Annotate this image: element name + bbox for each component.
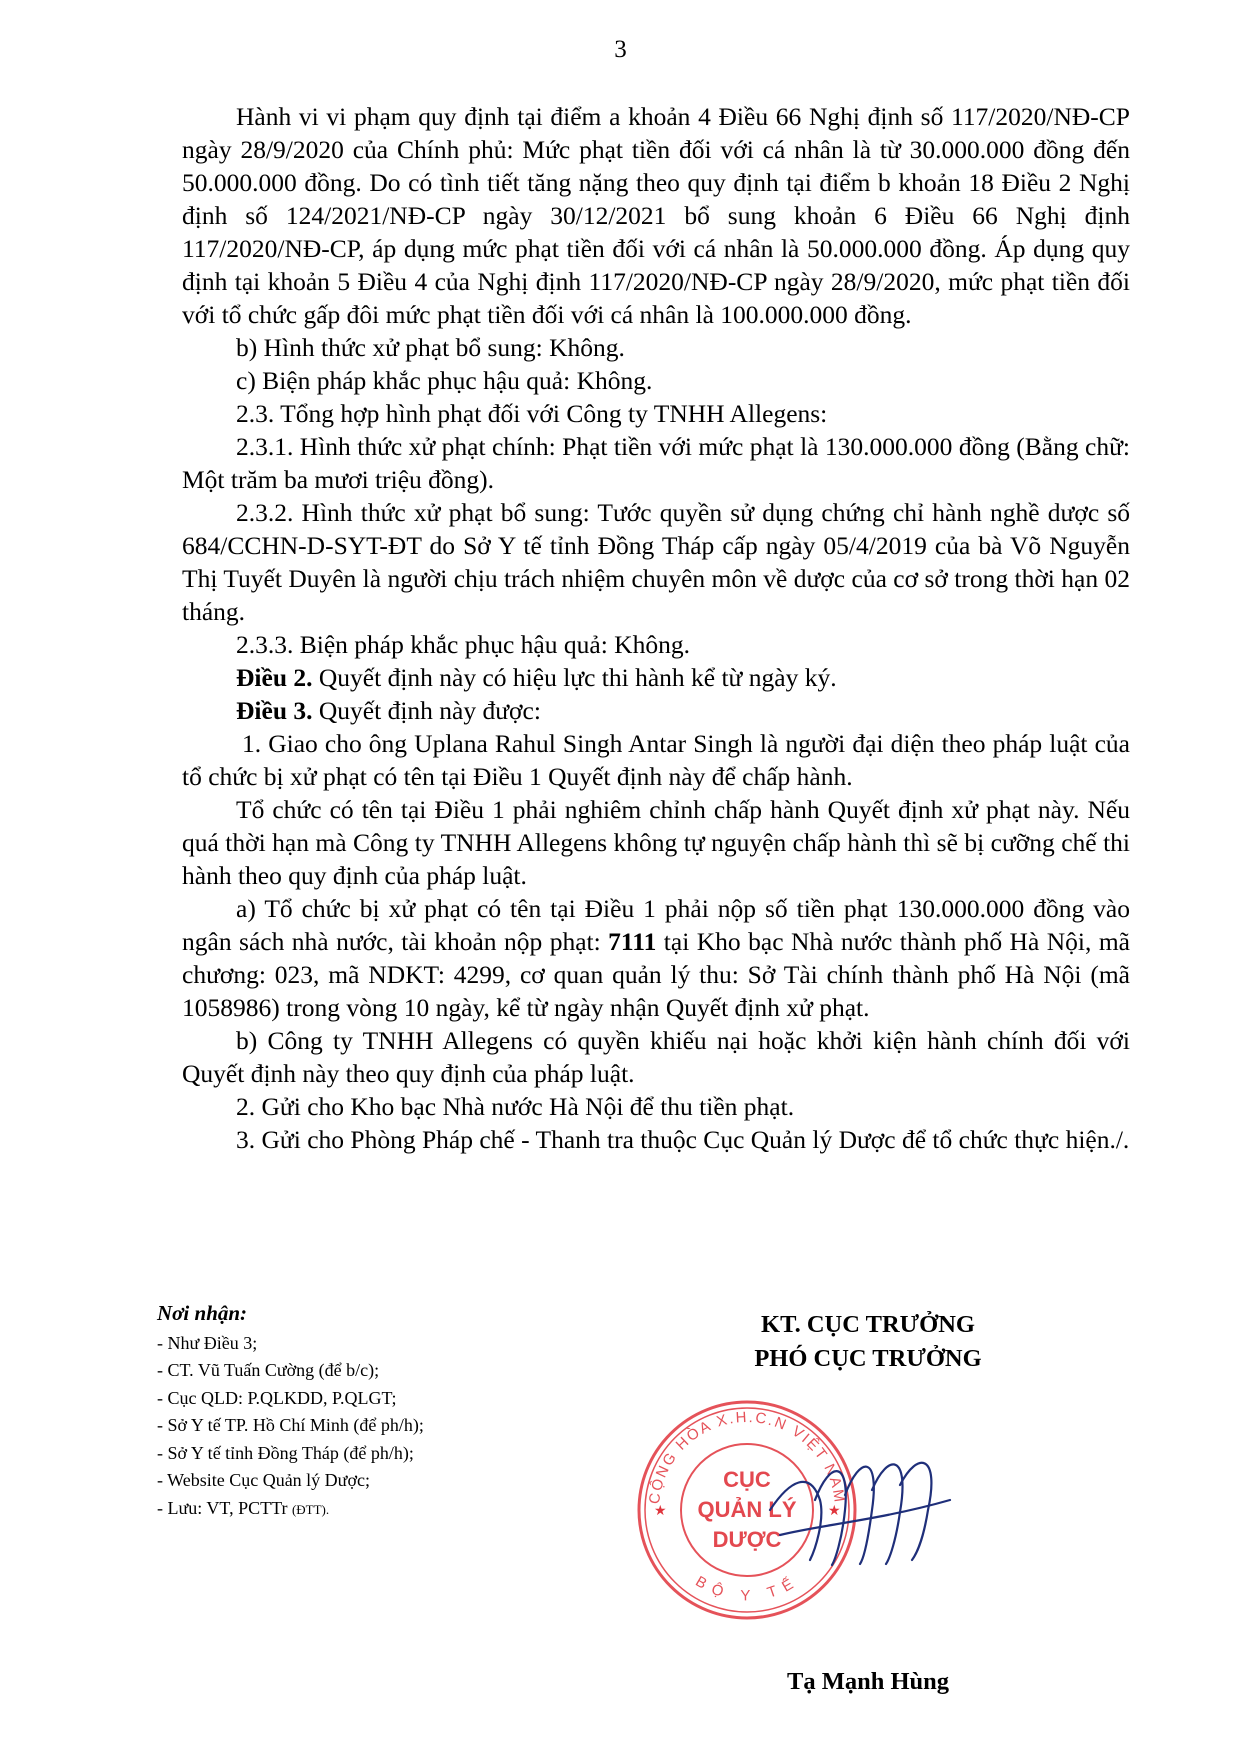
paragraph: 2.3.2. Hình thức xử phạt bổ sung: Tước quyền sử dụng chứng chỉ hành nghề dược số 684/CCHN-D-SYT-ĐT do Sở Y tế tỉnh Đồng Tháp cấp ngày 05/4/2019 của bà Võ Nguyễn Thị Tuyết Duyên là người chịu trách nhiệm chuyên môn về dược của cơ sở trong thời hạn 02 tháng. [182, 498, 1130, 626]
paragraph: 2.3.1. Hình thức xử phạt chính: Phạt tiền với mức phạt là 130.000.000 đồng (Bằng chữ: Một trăm ba mươi triệu đồng). [182, 432, 1130, 494]
paragraph: 2.3.3. Biện pháp khắc phục hậu quả: Không. [236, 630, 690, 659]
stamp-center-line1: CỤC [723, 1467, 771, 1492]
article-text: Quyết định này có hiệu lực thi hành kể từ ngày ký. [312, 663, 837, 692]
article-2-paragraph [182, 661, 1130, 694]
recipient-text: - Lưu: VT, PCTTr [157, 1497, 288, 1518]
paragraph: 2.3. Tổng hợp hình phạt đối với Công ty TNHH Allegens: [236, 399, 828, 428]
signer-title-line2: PHÓ CỤC TRƯỞNG [754, 1345, 982, 1372]
paragraph: Hành vi vi phạm quy định tại điểm a khoản 4 Điều 66 Nghị định số 117/2020/NĐ-CP ngày 28/9/2020 của Chính phủ: Mức phạt tiền đối với cá nhân là từ 30.000.000 đồng đến 50.000.000 đồng. Do có tình tiết tăng nặng theo quy định tại điểm b khoản 18 Điều 2 Nghị định số 124/2021/NĐ-CP ngày 30/12/2021 bổ sung khoản 6 Điều 66 Nghị định 117/2020/NĐ-CP, áp dụng mức phạt tiền đối với cá nhân là 50.000.000 đồng. Áp dụng quy định tại khoản 5 Điều 4 của Nghị định 117/2020/NĐ-CP ngày 28/9/2020, mức phạt tiền đối với tổ chức gấp đôi mức phạt tiền đối với cá nhân là 100.000.000 đồng. [182, 102, 1130, 329]
article-label: Điều 2. [236, 663, 313, 692]
stamp-center-line2: QUẢN LÝ [697, 1497, 797, 1522]
recipient-item: - Cục QLD: P.QLKDD, P.QLGT; [157, 1387, 397, 1408]
signer-name: Tạ Mạnh Hùng [786, 1668, 950, 1695]
paragraph: b) Hình thức xử phạt bổ sung: Không. [236, 333, 625, 362]
account-number: 7111 [608, 927, 657, 956]
star-icon: ★ [654, 1504, 667, 1519]
page-number: 3 [614, 36, 627, 63]
paragraph: c) Biện pháp khắc phục hậu quả: Không. [236, 366, 653, 395]
payment-text: a) Tổ chức bị xử phạt có tên tại Điều 1 phải nộp số tiền phạt 130.000.000 đồng vào ngân sách nhà nước, tài khoản nộp phạt: [182, 894, 1130, 956]
article-text: Quyết định này được: [312, 696, 541, 725]
recipient-item [157, 1495, 617, 1524]
article-label: Điều 3. [236, 696, 313, 725]
stamp-center-line3: DƯỢC [712, 1527, 782, 1552]
paragraph: b) Công ty TNHH Allegens có quyền khiếu nại hoặc khởi kiện hành chính đối với Quyết định này theo quy định của pháp luật. [182, 1026, 1130, 1088]
paragraph: 2. Gửi cho Kho bạc Nhà nước Hà Nội để thu tiền phạt. [236, 1092, 795, 1121]
paragraph: 3. Gửi cho Phòng Pháp chế - Thanh tra thuộc Cục Quản lý Dược để tổ chức thực hiện./. [236, 1125, 1130, 1154]
recipients-title: Nơi nhận: [157, 1301, 248, 1325]
payment-text: tại Kho bạc Nhà nước thành phố Hà Nội, mã chương: 023, mã NDKT: 4299, cơ quan quản lý thu: Sở Tài chính thành phố Hà Nội (mã 1058986) trong vòng 10 ngày, kể từ ngày nhận Quyết định xử phạt. [182, 927, 1130, 1022]
recipient-initials: (ĐTT). [291, 1501, 330, 1517]
paragraph: 1. Giao cho ông Uplana Rahul Singh Antar Singh là người đại diện theo pháp luật của tổ chức bị xử phạt có tên tại Điều 1 Quyết định này để chấp hành. [182, 729, 1130, 791]
paragraph: Tổ chức có tên tại Điều 1 phải nghiêm chỉnh chấp hành Quyết định xử phạt này. Nếu quá thời hạn mà Công ty TNHH Allegens không tự nguyện chấp hành thì sẽ bị cưỡng chế thi hành theo quy định của pháp luật. [182, 795, 1130, 890]
recipient-item: - CT. Vũ Tuấn Cường (để b/c); [157, 1360, 380, 1380]
signature-block [648, 1308, 1088, 1376]
stamp-ring-text: CỘNG HÒA X.H.C.N VIỆT NAM [646, 1408, 848, 1506]
recipient-item: - Như Điều 3; [157, 1332, 258, 1353]
article-3-paragraph [182, 694, 1130, 727]
stamp-bottom-text: BỘ Y TẾ [692, 1572, 802, 1605]
recipients-block [157, 1300, 617, 1523]
payment-paragraph [182, 892, 1130, 1024]
recipient-item: - Sở Y tế tỉnh Đồng Tháp (để ph/h); [157, 1442, 414, 1463]
signer-title-line1: KT. CỤC TRƯỞNG [761, 1311, 975, 1338]
star-icon: ★ [828, 1504, 841, 1519]
handwritten-signature [760, 1440, 960, 1580]
recipient-item: - Website Cục Quản lý Dược; [157, 1470, 370, 1490]
document-body [182, 100, 1130, 1156]
recipient-item: - Sở Y tế TP. Hồ Chí Minh (để ph/h); [157, 1415, 424, 1435]
